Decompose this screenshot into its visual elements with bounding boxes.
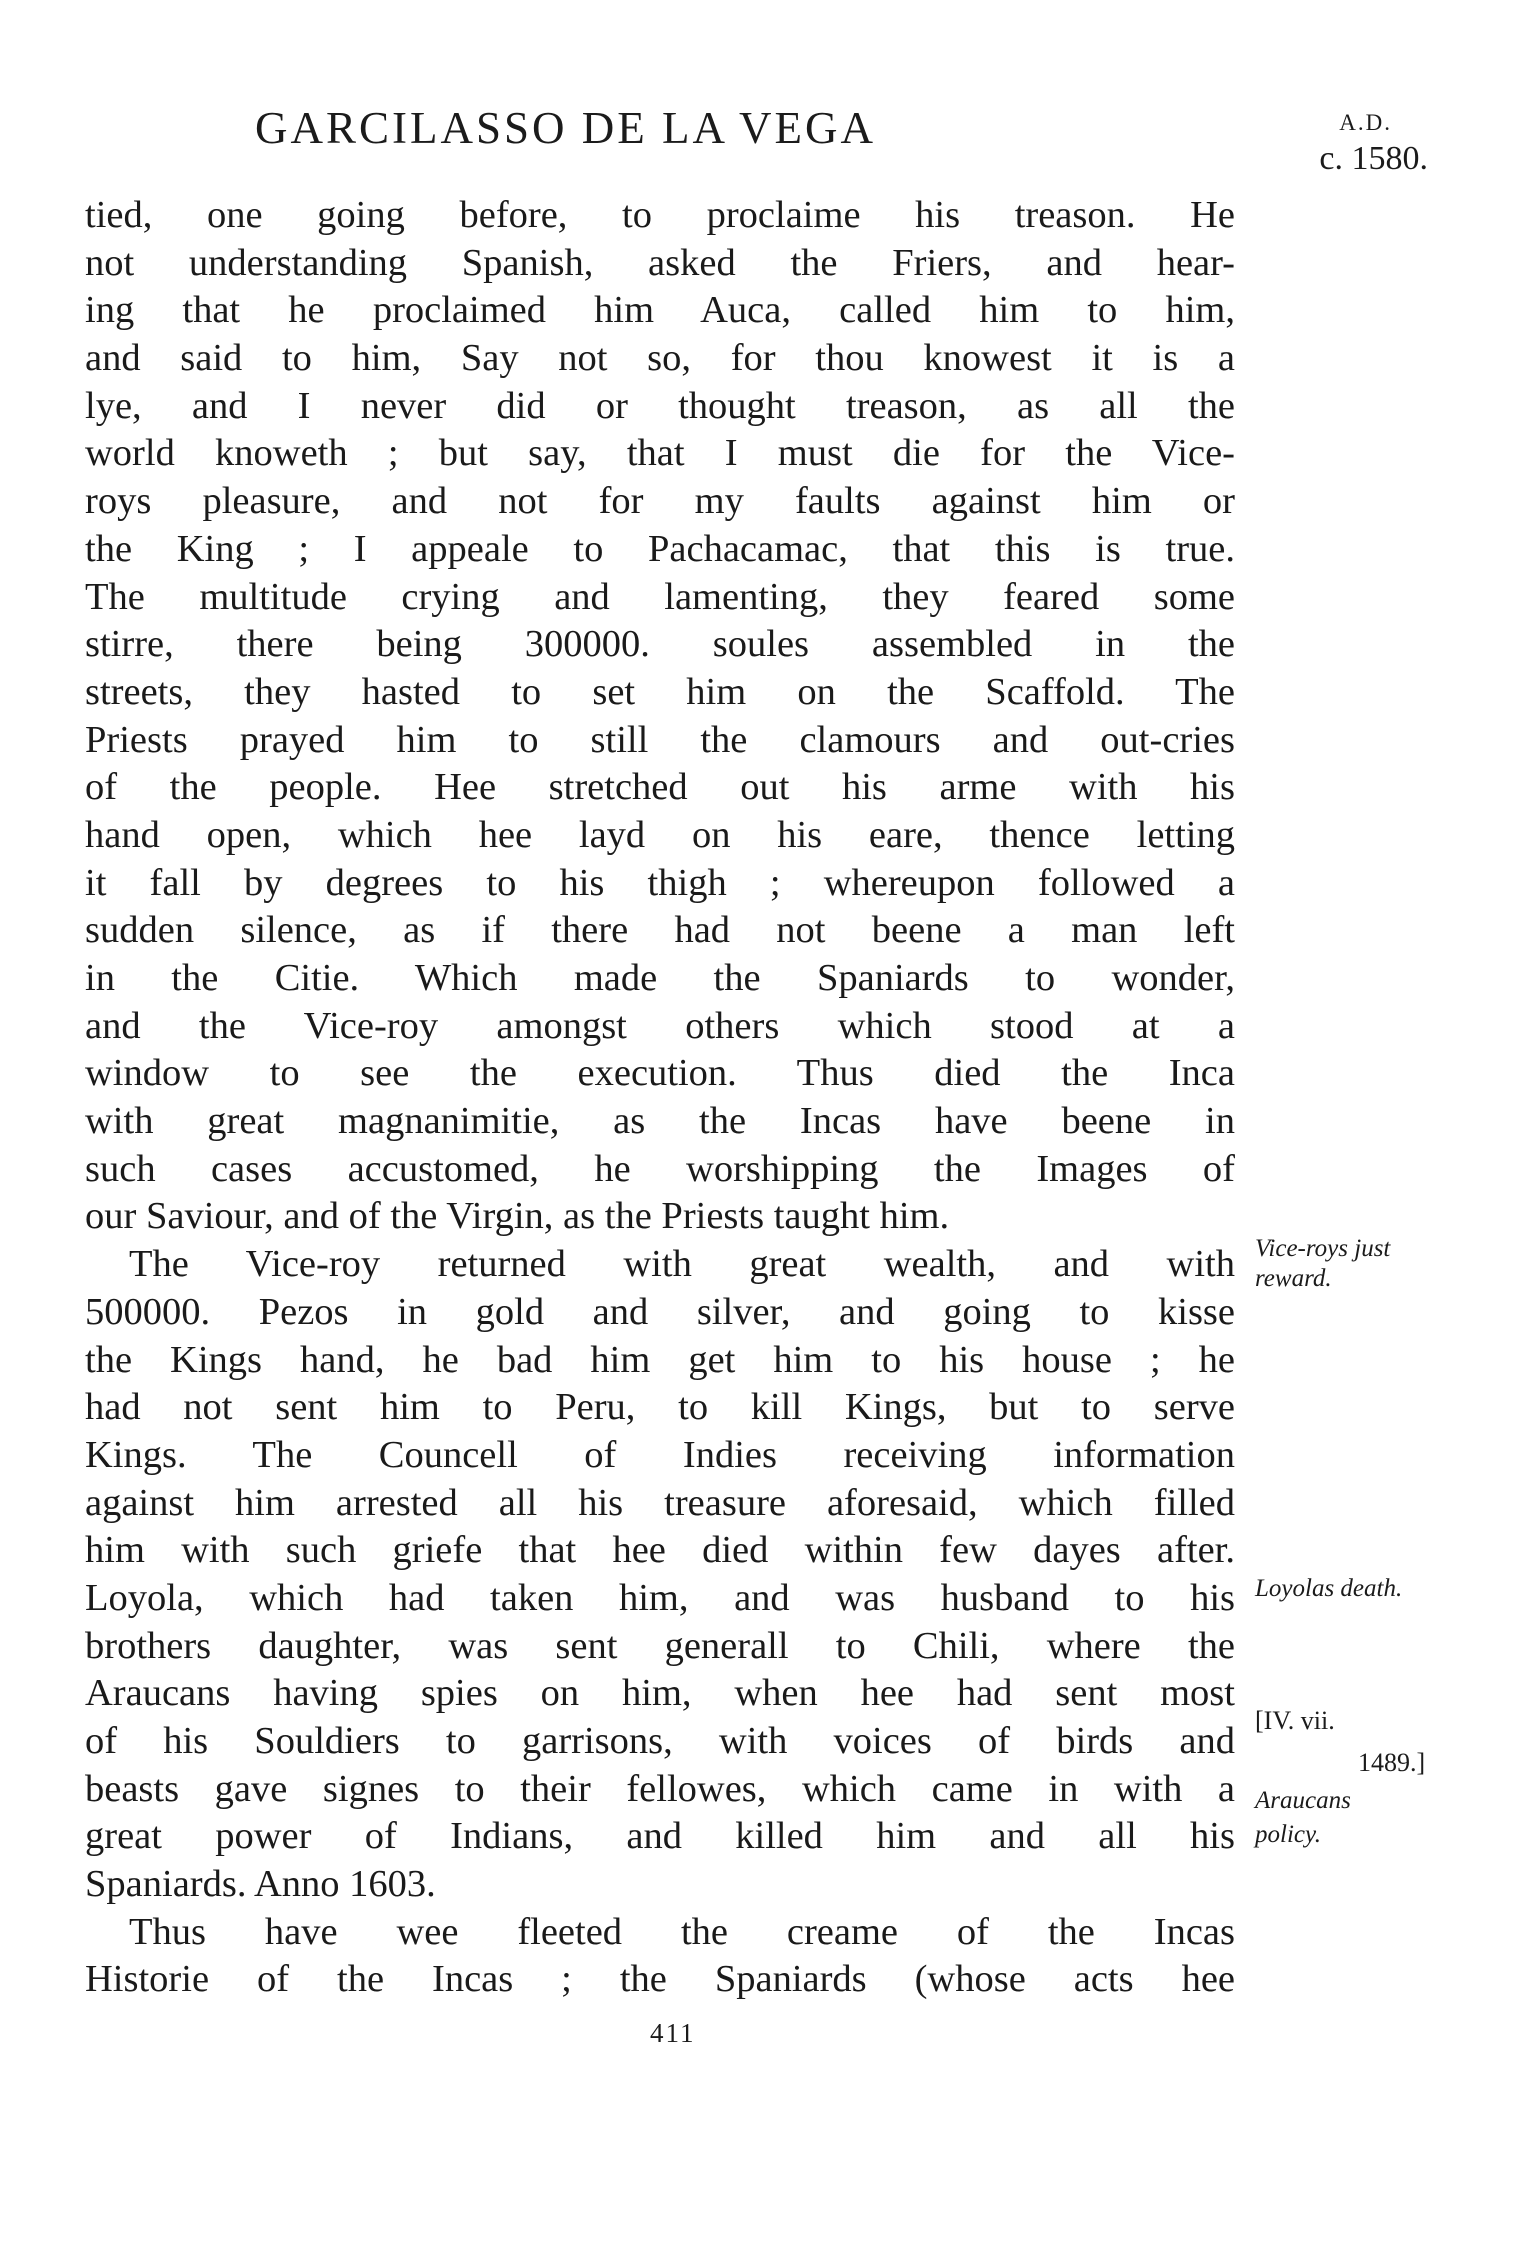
running-head: GARCILASSO DE LA VEGA — [255, 103, 876, 153]
text-line: with great magnanimitie, as the Incas have beene in — [85, 1100, 1235, 1143]
sidenote-viceroys-line1: Vice-roys just — [1255, 1235, 1391, 1262]
text-line: 500000. Pezos in gold and silver, and going to kisse — [85, 1290, 1235, 1333]
text-line: stirre, there being 300000. soules assembled in the — [85, 623, 1235, 666]
text-line: world knoweth ; but say, that I must die for the Vice- — [85, 432, 1235, 475]
text-line: the Kings hand, he bad him get him to his house ; he — [85, 1338, 1235, 1381]
text-line: not understanding Spanish, asked the Friers, and hear- — [85, 241, 1235, 284]
text-line: in the Citie. Which made the Spaniards to wonder, — [85, 957, 1235, 999]
sidenote-loyolas-death: Loyolas death. — [1255, 1575, 1403, 1602]
page-number: 411 — [650, 2018, 696, 2048]
sidenote-viceroys-line2: reward. — [1255, 1265, 1332, 1292]
text-line: lye, and I never did or thought treason, as all the — [85, 384, 1235, 427]
text-line: beasts gave signes to their fellowes, which came in with a — [85, 1767, 1235, 1810]
date-era: A.D. — [1339, 110, 1392, 135]
sidenote-araucans-line2: policy. — [1255, 1821, 1321, 1848]
text-line: Thus have wee fleeted the creame of the Incas — [129, 1910, 1235, 1953]
sidenote-reference-line2: 1489.] — [1358, 1748, 1426, 1777]
text-line: and said to him, Say not so, for thou knowest it is a — [85, 337, 1235, 380]
text-line: the King ; I appeale to Pachacamac, that this is true. — [85, 527, 1235, 570]
text-line: Loyola, which had taken him, and was husband to his — [85, 1576, 1235, 1619]
text-line: him with such griefe that hee died within few dayes after. — [85, 1529, 1235, 1572]
text-line: Araucans having spies on him, when hee had sent most — [85, 1672, 1235, 1715]
text-line: and the Vice-roy amongst others which stood at a — [85, 1004, 1235, 1047]
text-line: of his Souldiers to garrisons, with voices of birds and — [85, 1720, 1235, 1762]
text-line: such cases accustomed, he worshipping the Images of — [85, 1147, 1235, 1190]
text-line: our Saviour, and of the Virgin, as the Priests taught him. — [85, 1195, 950, 1238]
date-year: c. 1580. — [1319, 140, 1428, 177]
text-line: Historie of the Incas ; the Spaniards (whose acts hee — [85, 1958, 1235, 2001]
text-line: The Vice-roy returned with great wealth, and with — [129, 1243, 1235, 1286]
text-line: of the people. Hee stretched out his arme with his — [85, 766, 1235, 809]
text-line: ing that he proclaimed him Auca, called him to him, — [85, 289, 1235, 332]
text-line: brothers daughter, was sent generall to Chili, where the — [85, 1624, 1235, 1667]
text-line: The multitude crying and lamenting, they feared some — [85, 575, 1235, 618]
sidenote-araucans-line1: Araucans — [1255, 1787, 1351, 1814]
sidenote-reference-line1: [IV. vii. — [1255, 1706, 1335, 1735]
text-line: Kings. The Councell of Indies receiving information — [85, 1433, 1235, 1476]
text-line: tied, one going before, to proclaime his treason. He — [85, 194, 1235, 236]
text-line: it fall by degrees to his thigh ; whereupon followed a — [85, 861, 1235, 904]
text-line: sudden silence, as if there had not beene a man left — [85, 909, 1235, 952]
text-line: against him arrested all his treasure aforesaid, which filled — [85, 1481, 1235, 1524]
text-line: had not sent him to Peru, to kill Kings, but to serve — [85, 1386, 1235, 1429]
date-block — [1258, 110, 1428, 178]
text-line: streets, they hasted to set him on the Scaffold. The — [85, 670, 1235, 713]
body-text — [85, 192, 1235, 2004]
text-line: Spaniards. Anno 1603. — [85, 1863, 436, 1906]
text-line: great power of Indians, and killed him and all his — [85, 1815, 1235, 1858]
text-line: window to see the execution. Thus died the Inca — [85, 1052, 1235, 1095]
text-line: Priests prayed him to still the clamours and out-cries — [85, 718, 1235, 761]
text-line: roys pleasure, and not for my faults against him or — [85, 480, 1235, 523]
text-line: hand open, which hee layd on his eare, thence letting — [85, 813, 1235, 856]
